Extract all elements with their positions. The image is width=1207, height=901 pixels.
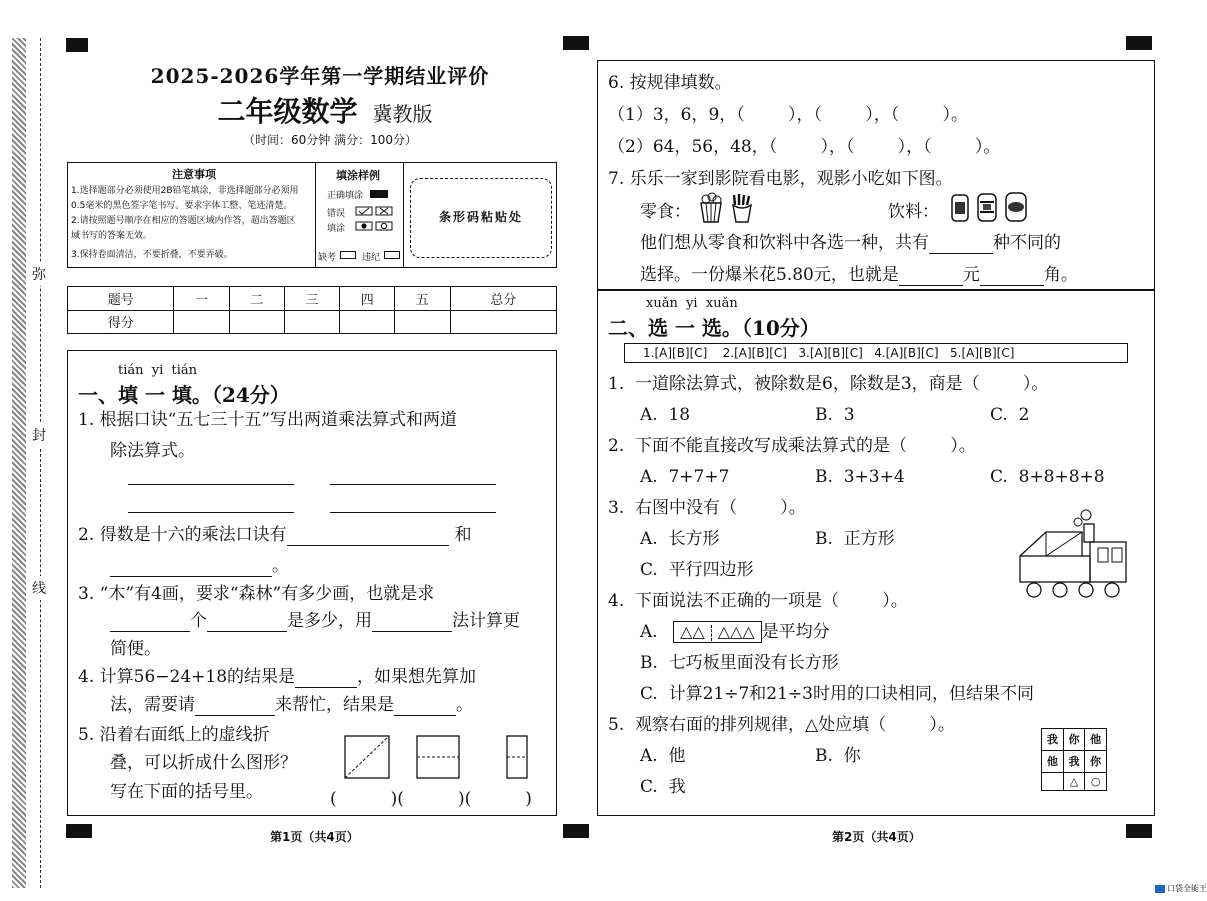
absent-label: 缺考 (318, 253, 337, 263)
grid-cell: ○ (1085, 772, 1107, 790)
snack-label: 零食： (640, 202, 691, 222)
fill-wrong-label: 错误 (327, 209, 346, 219)
score-cell[interactable] (395, 310, 450, 334)
s1-q5-line3: 写在下面的括号里。 (110, 782, 263, 802)
margin-char-1: 弥 (32, 262, 46, 286)
watermark (1155, 883, 1207, 894)
drink-label: 饮料： (888, 202, 939, 222)
grid-cell: 我 (1063, 750, 1085, 772)
score-cell[interactable] (229, 310, 284, 334)
s1-q1-blank[interactable] (330, 512, 496, 513)
corner-marker (563, 824, 589, 838)
s2-q4-optA-label: A. (640, 622, 658, 642)
s1-q4-line1 (78, 666, 476, 688)
s2-q4-optA-text: 是平均分 (761, 622, 830, 642)
r-q7-yuan: 元 (962, 265, 980, 285)
s2-q4: 4. 下面说法不正确的一项是（ ）。 (608, 591, 908, 611)
s2-q2-optB[interactable]: B. 3+3+4 (815, 467, 905, 487)
section1-title: 一、填 一 填。（24分） (78, 383, 290, 407)
notes-divider2 (403, 162, 404, 268)
page1-footer: 第1页（共4页） (270, 830, 359, 844)
grid-cell: 我 (1042, 729, 1064, 751)
r-q7-text: 他们想从零食和饮料中各选一种，共有 (640, 233, 929, 253)
fill-wrong-samples (355, 205, 397, 233)
s2-q1-optC[interactable]: C. 2 (990, 405, 1030, 425)
section2-pinyin: xuǎn yi xuǎn (646, 296, 738, 311)
notes-item: 域书写的答案无效。 (71, 231, 153, 241)
corner-marker (1126, 36, 1152, 50)
s1-q4-text3: 法，需要请 (110, 695, 195, 715)
r-q7-line2 (640, 232, 1061, 254)
watermark-text: 口袋全能王 (1167, 884, 1207, 893)
margin-char-2: 封 (32, 423, 46, 447)
score-header: 五 (395, 287, 450, 311)
s2-q4-optC[interactable]: C. 计算21÷7和21÷3时用的口诀相同，但结果不同 (640, 684, 1034, 704)
s1-q3-tail: 法计算更 (452, 611, 520, 631)
s1-q2-end: 。 (272, 556, 289, 576)
s1-q3-blank[interactable] (372, 614, 452, 632)
fries-icon (730, 193, 754, 223)
r-q7-blank[interactable] (929, 236, 993, 254)
s1-q4-text4: 来帮忙，结果是 (275, 695, 394, 715)
notes-item: 1.选择题部分必须使用2B铅笔填涂，非选择题部分必须用 (71, 186, 299, 196)
binding-dash-line (40, 38, 41, 888)
s1-q3-ge: 个 (190, 611, 207, 631)
s1-q5-line1: 5. 沿着右面纸上的虚线折 (78, 725, 270, 745)
r-q7-blank[interactable] (899, 268, 963, 286)
fill-sample-heading: 填涂样例 (336, 169, 380, 182)
s1-q1-line1: 1. 根据口诀“五七三十五”写出两道乘法算式和两道 (78, 410, 458, 430)
s2-q4-optA[interactable] (640, 621, 830, 643)
notes-heading: 注意事项 (172, 168, 216, 181)
fill-correct-sample (370, 190, 388, 198)
subject-title: 二年级数学 (217, 95, 358, 128)
s2-q2-optC[interactable]: C. 8+8+8+8 (990, 467, 1105, 487)
margin-char-3: 线 (32, 576, 46, 600)
r-q6: 6. 按规律填数。 (608, 73, 732, 93)
triangle-group-right: △△△ (717, 622, 755, 641)
score-cell[interactable] (174, 310, 229, 334)
s1-q3-blank[interactable] (207, 614, 287, 632)
corner-marker (1126, 824, 1152, 838)
s1-q2-blank[interactable] (110, 559, 272, 577)
page2-footer: 第2页（共4页） (832, 830, 921, 844)
grid-cell (1042, 772, 1064, 790)
violation-label: 违纪 (362, 253, 381, 263)
time-note: （时间：60分钟 满分：100分） (243, 133, 417, 147)
notes-divider (315, 162, 316, 268)
r-q7-text3: 选择。一份爆米花5.80元，也就是 (640, 265, 899, 285)
absent-box[interactable] (340, 251, 356, 259)
s2-q2: 2. 下面不能直接改写成乘法算式的是（ ）。 (608, 436, 976, 456)
s2-q3-optA[interactable]: A. 长方形 (640, 529, 720, 549)
s2-q1: 1. 一道除法算式，被除数是6，除数是3，商是（ ）。 (608, 374, 1049, 394)
s1-q2-line2 (110, 555, 289, 577)
s2-q5: 5. 观察右面的排列规律，△处应填（ ）。 (608, 715, 955, 735)
s2-q2-optA[interactable]: A. 7+7+7 (640, 467, 730, 487)
r-q7-blank[interactable] (980, 268, 1044, 286)
score-header: 四 (340, 287, 395, 311)
grid-cell: 他 (1042, 750, 1064, 772)
s1-q2-line1 (78, 524, 472, 546)
binding-strip (12, 38, 26, 888)
s1-q2-and: 和 (454, 525, 472, 545)
s1-q3-line2 (110, 610, 520, 632)
notes-item: 0.5毫米的黑色签字笔书写。要求字体工整、笔迹清楚。 (71, 201, 293, 211)
corner-marker (66, 824, 92, 838)
soda-can-icon (976, 192, 998, 223)
grid-cell: △ (1063, 772, 1085, 790)
s1-q2-text: 2. 得数是十六的乘法口诀有 (78, 525, 287, 545)
s1-q4-blank[interactable] (295, 670, 357, 688)
s2-q3-optB[interactable]: B. 正方形 (815, 529, 895, 549)
exam-title: 2025-2026学年第一学期结业评价 (150, 64, 490, 88)
score-cell[interactable] (450, 310, 556, 334)
exam-subtitle (190, 90, 460, 130)
violation-box[interactable] (384, 251, 400, 259)
s1-q4-blank[interactable] (394, 698, 456, 716)
juice-can-icon (1004, 191, 1028, 223)
score-header: 题号 (68, 287, 174, 311)
s2-q4-optB[interactable]: B. 七巧板里面没有长方形 (640, 653, 839, 673)
score-header-row (68, 287, 557, 311)
s2-q1-optB[interactable]: B. 3 (815, 405, 855, 425)
train-figure (1016, 508, 1136, 600)
s1-q4-line2 (110, 694, 473, 716)
score-row-label: 得分 (68, 310, 174, 334)
fill-wrong-label-2: 填涂 (327, 224, 346, 234)
corner-marker (563, 36, 589, 50)
s1-q2-blank[interactable] (287, 528, 449, 546)
s1-q5-brackets[interactable]: ( )( )( ) (330, 789, 532, 809)
s1-q5-line2: 叠，可以折成什么图形？ (110, 753, 297, 773)
section1-pinyin: tián yi tián (118, 363, 198, 378)
r-q7-text2: 种不同的 (993, 233, 1061, 253)
r-q7-jiao: 角。 (1043, 265, 1078, 285)
s1-q1-line2: 除法算式。 (110, 441, 195, 461)
r-q6-1: （1）3，6，9，（ ），（ ），（ ）。 (608, 105, 968, 125)
r-q6-2: （2）64，56，48，（ ），（ ），（ ）。 (608, 137, 1001, 157)
scanner-logo-icon (1155, 885, 1165, 893)
grid-cell: 他 (1085, 729, 1107, 751)
score-table (67, 286, 557, 334)
s1-q4-blank[interactable] (195, 698, 275, 716)
notes-item: 2.请按照题号顺序在相应的答题区域内作答，超出答题区 (71, 216, 296, 226)
s2-q3: 3. 右图中没有（ ）。 (608, 498, 806, 518)
s1-q1-blank[interactable] (128, 484, 294, 485)
fill-correct-label: 正确填涂 (327, 191, 364, 201)
cola-can-icon (950, 193, 970, 223)
popcorn-icon (698, 193, 724, 223)
s1-q3-line3: 简便。 (110, 639, 161, 659)
grid-cell: 你 (1085, 750, 1107, 772)
triangle-group-box (673, 621, 762, 643)
score-row (68, 310, 557, 334)
grid-cell: 你 (1063, 729, 1085, 751)
corner-marker (66, 38, 88, 52)
score-header: 总分 (450, 287, 556, 311)
score-header: 一 (174, 287, 229, 311)
folding-paper-figures (344, 735, 534, 781)
s2-q3-optC[interactable]: C. 平行四边形 (640, 560, 754, 580)
s1-q3-text: 是多少，用 (287, 611, 372, 631)
score-header: 二 (229, 287, 284, 311)
score-cell[interactable] (284, 310, 339, 334)
s1-q1-blank[interactable] (128, 512, 294, 513)
s1-q3-line1: 3. “木”有4画，要求“森林”有多少画，也就是求 (78, 584, 435, 604)
barcode-label: 条形码粘贴处 (438, 210, 523, 224)
s1-q4-end: 。 (456, 695, 473, 715)
s2-q5-optA[interactable]: A. 他 (640, 746, 686, 766)
s1-q3-blank[interactable] (110, 614, 190, 632)
score-cell[interactable] (340, 310, 395, 334)
triangle-group-left: △△ (680, 622, 705, 641)
s1-q4-text: 4. 计算56−24+18的结果是 (78, 667, 296, 687)
score-header: 三 (284, 287, 339, 311)
s2-q1-optA[interactable]: A. 18 (640, 405, 691, 425)
r-q7-line3 (640, 264, 1078, 286)
s1-q1-blank[interactable] (330, 484, 496, 485)
s2-q5-optB[interactable]: B. 你 (815, 746, 861, 766)
r-q7-line1: 7. 乐乐一家到影院看电影，观影小吃如下图。 (608, 169, 953, 189)
s1-q4-text2: ，如果想先算加 (357, 667, 477, 687)
triangle-divider (711, 625, 712, 641)
notes-item: 3.保持卷面清洁，不要折叠，不要弄破。 (71, 250, 233, 260)
pattern-grid (1041, 728, 1107, 791)
answer-bubble-row[interactable]: 1.[A][B][C] 2.[A][B][C] 3.[A][B][C] 4.[A][B][C] 5.[A][B][C] (624, 343, 1128, 363)
section2-title: 二、选 一 选。（10分） (608, 316, 820, 340)
s2-q5-optC[interactable]: C. 我 (640, 777, 686, 797)
edition-label: 冀教版 (372, 102, 433, 126)
